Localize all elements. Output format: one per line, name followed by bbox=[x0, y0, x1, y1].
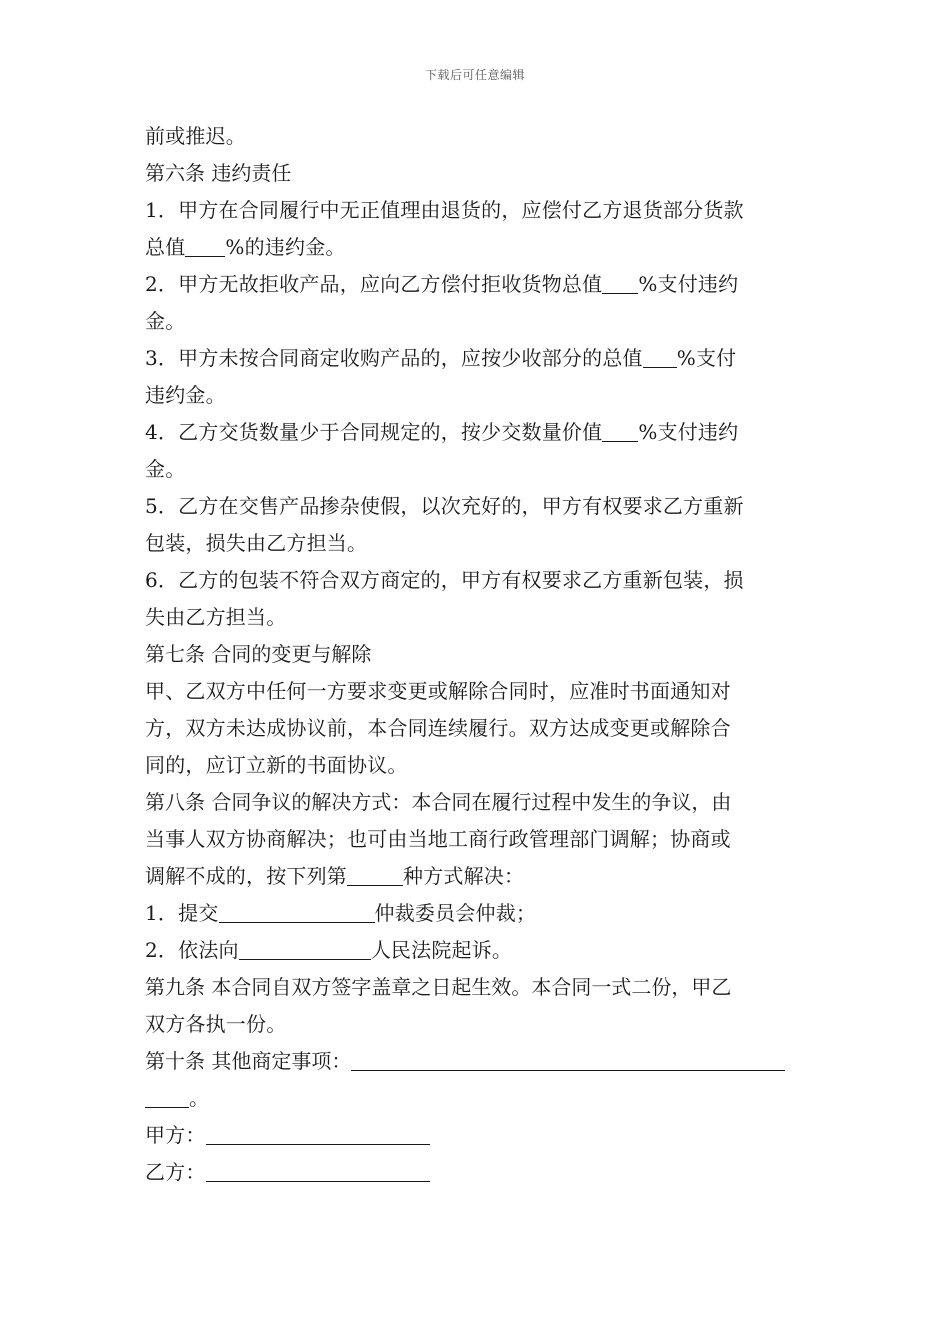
party-b-signature-line bbox=[145, 1154, 809, 1191]
line-text: 。 bbox=[189, 1086, 210, 1110]
article-heading-7: 第七条 合同的变更与解除 bbox=[145, 642, 372, 666]
blank-field bbox=[185, 234, 225, 257]
text-line: 违约金。 bbox=[145, 383, 226, 407]
line-text: 第十条 其他商定事项： bbox=[145, 1049, 352, 1073]
text-line bbox=[145, 414, 809, 451]
blank-field bbox=[145, 1085, 189, 1108]
line-text: 调解不成的，按下列第 bbox=[145, 864, 347, 888]
text-line: 金。 bbox=[145, 309, 186, 333]
text-line: 同的，应订立新的书面协议。 bbox=[145, 753, 408, 777]
text-line: 6．乙方的包装不符合双方商定的，甲方有权要求乙方重新包装，损 bbox=[145, 568, 744, 592]
text-line bbox=[145, 229, 809, 266]
blank-field bbox=[239, 937, 371, 960]
line-text: %支付 bbox=[676, 346, 737, 370]
blank-field bbox=[347, 863, 403, 886]
text-line: 前或推迟。 bbox=[145, 124, 246, 148]
text-line: 失由乙方担当。 bbox=[145, 605, 287, 629]
line-text: %的违约金。 bbox=[225, 235, 346, 259]
line-text: 1．提交 bbox=[145, 901, 219, 925]
text-line: 甲、乙双方中任何一方要求变更或解除合同时，应准时书面通知对 bbox=[145, 679, 731, 703]
text-line bbox=[145, 266, 809, 303]
text-line: 方，双方未达成协议前，本合同连续履行。双方达成变更或解除合 bbox=[145, 716, 731, 740]
contract-body bbox=[145, 118, 809, 1191]
party-a-blank bbox=[206, 1122, 430, 1145]
article-heading-6: 第六条 违约责任 bbox=[145, 161, 292, 185]
article-heading-10 bbox=[145, 1043, 809, 1080]
party-a-label: 甲方： bbox=[145, 1123, 206, 1147]
blank-field bbox=[602, 271, 638, 294]
page-header: 下载后可任意编辑 bbox=[424, 68, 525, 82]
party-b-label: 乙方： bbox=[145, 1160, 206, 1184]
line-text: %支付违约 bbox=[638, 420, 739, 444]
blank-field bbox=[351, 1048, 785, 1071]
line-text: %支付违约 bbox=[638, 272, 739, 296]
line-text: 3．甲方未按合同商定收购产品的，应按少收部分的总值 bbox=[145, 346, 643, 370]
text-line: 当事人双方协商解决；也可由当地工商行政管理部门调解；协商或 bbox=[145, 827, 731, 851]
blank-field bbox=[602, 419, 638, 442]
line-text: 仲裁委员会仲裁； bbox=[374, 901, 537, 925]
line-text: 4．乙方交货数量少于合同规定的，按少交数量价值 bbox=[145, 420, 603, 444]
text-line bbox=[145, 858, 809, 895]
blank-field bbox=[219, 900, 375, 923]
text-line bbox=[145, 1080, 809, 1117]
line-text: 人民法院起诉。 bbox=[370, 938, 513, 962]
text-line: 包装，损失由乙方担当。 bbox=[145, 531, 368, 555]
line-text: 2．甲方无故拒收产品，应向乙方偿付拒收货物总值 bbox=[145, 272, 603, 296]
text-line: 金。 bbox=[145, 457, 186, 481]
party-a-signature-line bbox=[145, 1117, 809, 1154]
text-line: 1．甲方在合同履行中无正值理由退货的，应偿付乙方退货部分货款 bbox=[145, 198, 744, 222]
text-line bbox=[145, 895, 809, 932]
party-b-blank bbox=[206, 1159, 430, 1182]
line-text: 总值 bbox=[145, 235, 186, 259]
text-line bbox=[145, 340, 809, 377]
article-heading-8: 第八条 合同争议的解决方式：本合同在履行过程中发生的争议，由 bbox=[145, 790, 732, 814]
article-heading-9: 第九条 本合同自双方签字盖章之日起生效。本合同一式二份，甲乙 bbox=[145, 975, 732, 999]
text-line: 5．乙方在交售产品掺杂使假，以次充好的，甲方有权要求乙方重新 bbox=[145, 494, 744, 518]
text-line: 双方各执一份。 bbox=[145, 1012, 287, 1036]
line-text: 种方式解决： bbox=[403, 864, 525, 888]
text-line bbox=[145, 932, 809, 969]
line-text: 2．依法向 bbox=[145, 938, 239, 962]
blank-field bbox=[643, 345, 677, 368]
